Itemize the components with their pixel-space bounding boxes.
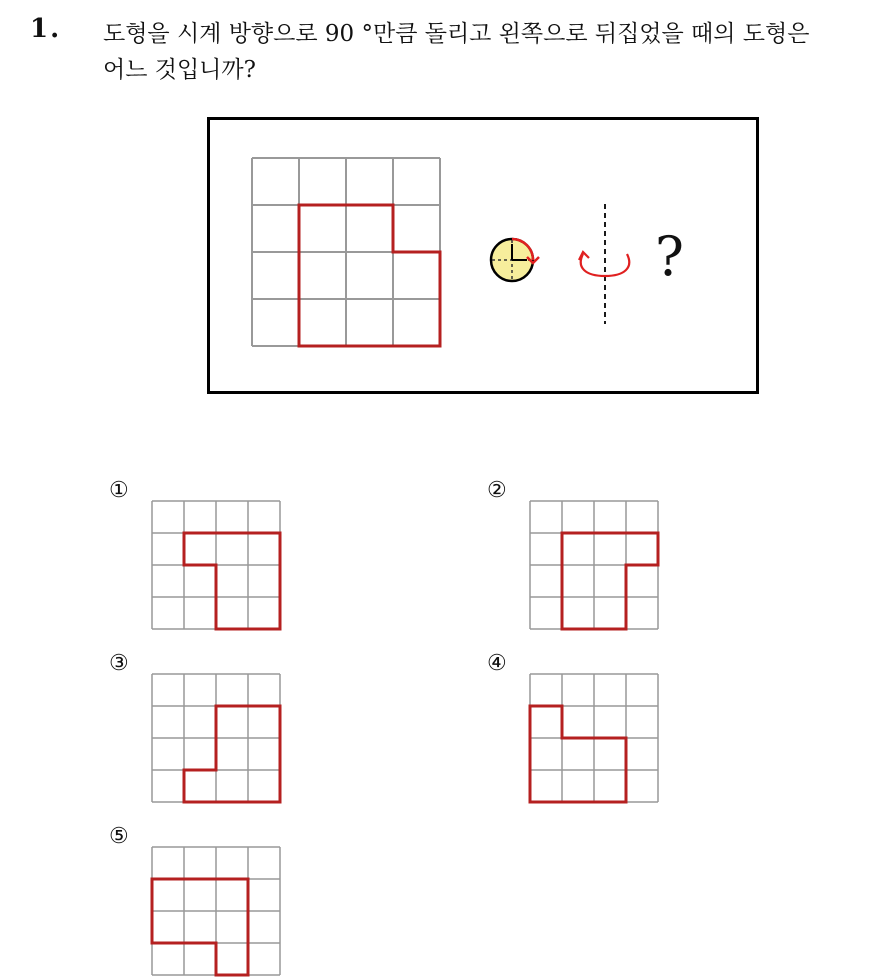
horizontal-flip-icon	[576, 200, 636, 328]
choice-2-label[interactable]: ②	[487, 478, 507, 503]
choice-3-shape-outline	[184, 706, 280, 802]
original-shape-outline	[299, 205, 440, 346]
choice-2-shape-outline	[562, 533, 658, 629]
choice-5-shape-outline	[152, 879, 248, 975]
original-shape-grid	[250, 156, 442, 348]
question-mark: ?	[655, 225, 684, 288]
choice-3-label[interactable]: ③	[109, 651, 129, 676]
choice-3-grid[interactable]	[150, 672, 282, 804]
choice-4-grid[interactable]	[528, 672, 660, 804]
question-number: 1.	[30, 14, 62, 44]
choice-5-grid[interactable]	[150, 845, 282, 977]
choice-1-label[interactable]: ①	[109, 478, 129, 503]
question-line-2: 어느 것입니까?	[103, 57, 256, 83]
choice-1-grid[interactable]	[150, 499, 282, 631]
question-text	[103, 16, 873, 88]
choice-2-grid[interactable]	[528, 499, 660, 631]
question-line-1: 도형을 시계 방향으로 90 °만큼 돌리고 왼쪽으로 뒤집었을 때의 도형은	[103, 21, 810, 47]
clockwise-rotation-icon	[486, 234, 546, 286]
choice-4-shape-outline	[530, 706, 626, 802]
choice-4-label[interactable]: ④	[487, 651, 507, 676]
choice-5-label[interactable]: ⑤	[109, 824, 129, 849]
choice-1-shape-outline	[184, 533, 280, 629]
